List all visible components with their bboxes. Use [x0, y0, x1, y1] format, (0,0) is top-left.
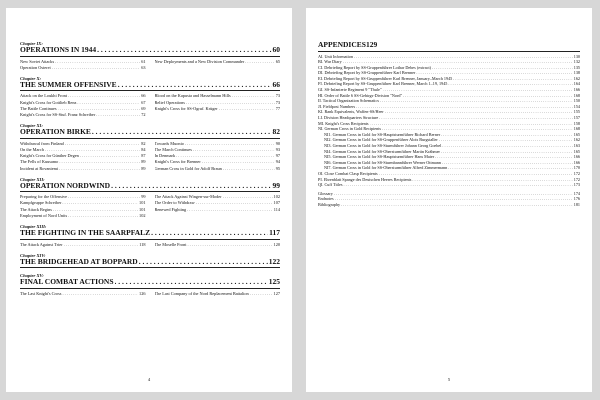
- appendix-title: Endnotes: [318, 196, 334, 202]
- appendix-page: 166: [573, 154, 580, 160]
- appendix-title: PI. Ehrenblatt Spange des Deutschen Heeres Recipients: [318, 176, 412, 182]
- page-number-left: 4: [147, 377, 151, 382]
- appendix-title: II. Tactical Organization Schematics: [318, 98, 379, 104]
- entry-page: 82: [141, 140, 146, 146]
- appendix-page: 170: [573, 165, 580, 171]
- appendix-title: QI. Cuff Titles: [318, 182, 343, 188]
- page-number-right: 5: [447, 377, 451, 382]
- entry-page: 66: [141, 93, 146, 99]
- entry-title: The Attack Begins: [20, 206, 52, 212]
- appendix-title: NI2. German Cross in Gold for SS-Gruppenführer Alois Burgstaller: [324, 137, 438, 143]
- leader-dots: [139, 258, 268, 267]
- chapter-title-text: OPERATION NORDWIND: [20, 180, 111, 190]
- appendix-title: FI. Debriefing Report by SS-Gruppenführer Karl Brenner, March 1–19, 1945: [318, 81, 448, 87]
- toc-entry[interactable]: [20, 242, 146, 248]
- leader-dots: [96, 112, 140, 118]
- entry-title: The Moselle Front: [154, 241, 187, 247]
- appendix-page: 158: [573, 120, 580, 126]
- appendix-page: 163: [573, 143, 580, 148]
- leader-dots: [64, 242, 139, 248]
- entry-page: 127: [273, 290, 280, 296]
- chapter-rule: [20, 239, 280, 240]
- appendix-title: CI. Debriefing Report by SS-Gruppenführer Lothar Debes (extract): [318, 64, 432, 70]
- leader-dots: [68, 213, 138, 219]
- entry-page: 94: [275, 159, 280, 165]
- appendix-title: BI. War Diary: [318, 59, 342, 65]
- entry-title: Relief Operations: [154, 99, 185, 105]
- appendix-title: NI3. German Cross in Gold for SS-Sturmführer Johann Georg Goebel: [324, 143, 442, 148]
- toc-entry[interactable]: [20, 112, 146, 118]
- section-entries: [20, 93, 280, 118]
- appendix-page: 173: [573, 182, 580, 188]
- chapter-block: [20, 224, 280, 248]
- entry-page: 102: [139, 212, 146, 218]
- entry-page: 69: [141, 105, 146, 111]
- entry-page: 73: [275, 93, 280, 99]
- appendix-title: DI. Debriefing Report by SS-Gruppenführer Karl Brenner: [318, 70, 416, 76]
- appendix-page: 154: [573, 103, 580, 109]
- leader-dots: [219, 106, 275, 112]
- appendix-title: NI4. German Cross in Gold for SS-Obersturmführer Martin Krähmer: [324, 148, 440, 154]
- appendix-entry[interactable]: [318, 182, 580, 188]
- appendix-page: 157: [573, 115, 580, 121]
- appendix-list: [318, 54, 580, 208]
- heading-rule: [318, 51, 580, 52]
- chapter-label: Chapter XIV:: [20, 252, 46, 258]
- appendix-page: 174: [573, 190, 580, 196]
- appendix-title: HI. Order of Battle 6 SS-Gebirgs-Division "Nord": [318, 92, 403, 98]
- appendix-page: 168: [573, 126, 580, 132]
- entry-page: 99: [141, 194, 146, 200]
- chapter-block: [20, 177, 280, 219]
- chapter-label: Chapter XV:: [20, 273, 44, 279]
- leader-dots: [111, 182, 271, 191]
- chapter-rule: [20, 267, 280, 268]
- entry-title: Knight's Cross for SS-Stuf. Franz Schreiber: [20, 112, 96, 118]
- appendix-title: AI. Unit Information: [318, 53, 354, 59]
- appendix-page: 130: [573, 53, 580, 59]
- chapter-title[interactable]: [20, 258, 280, 267]
- entry-title: Employment of Nord Units: [20, 212, 68, 218]
- chapter-page: 117: [269, 228, 280, 238]
- chapter-label: Chapter X:: [20, 75, 42, 81]
- leader-dots: [341, 202, 573, 208]
- section-entries: [20, 291, 280, 297]
- appendix-title: NI7. German Cross in Gold for SS-Obersturmführer Alfred Zimmermann: [324, 165, 448, 171]
- entry-title: Operation Osterei: [20, 64, 51, 70]
- appendix-page: 168: [573, 92, 580, 98]
- toc-entry[interactable]: [155, 106, 281, 112]
- chapter-label: Chapter XI:: [20, 123, 43, 129]
- chapter-page: 122: [268, 256, 280, 266]
- appendix-page: 162: [573, 75, 580, 81]
- entry-page: 89: [141, 165, 146, 171]
- toc-entry[interactable]: [20, 166, 146, 172]
- leader-dots: [97, 46, 271, 55]
- appendix-page: 165: [573, 131, 580, 137]
- appendix-page: 181: [573, 201, 580, 207]
- left-toc-content: [20, 41, 280, 302]
- entry-title: On the March: [20, 146, 44, 152]
- chapter-label: Chapter XIII:: [20, 224, 47, 230]
- appendix-page: 172: [573, 170, 580, 176]
- entry-page: 95: [275, 165, 280, 171]
- appendix-page: 155: [573, 109, 580, 115]
- appendix-title: GI. SS-Infanterie Regiment 9 "Thule": [318, 87, 382, 93]
- chapter-title-text: OPERATION BIRKE: [20, 127, 91, 137]
- entry-title: German Cross in Gold for Adolf Braun: [154, 165, 222, 171]
- appendix-page: 150: [573, 98, 580, 104]
- appendix-page: 172: [573, 176, 580, 182]
- leader-dots: [59, 166, 140, 172]
- chapter-title-text: THE BRIDGEHEAD AT BOPPARD: [20, 256, 138, 266]
- entry-title: New Soviet Attacks: [20, 58, 55, 64]
- entry-title: The Fells of Kuusamo: [20, 159, 59, 165]
- leader-dots: [223, 166, 275, 172]
- section-entries: [20, 59, 280, 71]
- entry-page: 89: [141, 159, 146, 165]
- chapter-title[interactable]: [20, 278, 280, 287]
- entry-page: 101: [139, 200, 146, 206]
- chapter-rule: [20, 56, 280, 57]
- entry-title: Knight's Cross for Gottlieb Renz: [20, 99, 77, 105]
- entry-title: New Deployments and a New Division Commander: [154, 58, 245, 64]
- leader-dots: [187, 207, 273, 213]
- chapter-block: [20, 273, 280, 297]
- appendix-title: EI. Debriefing Report by SS-Gruppenführer Karl Brenner, January–March 1945: [318, 75, 453, 81]
- entry-title: Preparing for the Offensive: [20, 194, 68, 200]
- entry-title: Incident at Rovaniemi: [20, 165, 59, 171]
- chapter-title-text: THE SUMMER OFFENSIVE: [20, 79, 117, 89]
- chapter-title[interactable]: [20, 81, 280, 90]
- entry-title: Knight's Cross for Günther Degen: [20, 153, 79, 159]
- leader-dots: [118, 81, 272, 90]
- entry-page: 120: [273, 241, 280, 247]
- chapter-block: [20, 41, 280, 71]
- chapter-page: 99: [272, 180, 280, 190]
- appendix-page: 162: [573, 137, 580, 143]
- chapter-page: 125: [268, 277, 280, 287]
- appendix-title: OI. Close Combat Clasp Recipients: [318, 170, 378, 176]
- entry-title: The Attack Against Trier: [20, 241, 63, 247]
- entry-page: 61: [141, 58, 146, 64]
- appendix-page: 164: [573, 81, 580, 87]
- chapter-title[interactable]: [20, 128, 280, 137]
- appendix-page: 176: [573, 196, 580, 202]
- entry-page: 65: [275, 58, 280, 64]
- entry-page: 101: [139, 206, 146, 212]
- toc-entry[interactable]: [20, 213, 146, 219]
- appendix-title: NI5. German Cross in Gold for SS-Hauptsturmführer Hans Maier: [324, 154, 435, 160]
- entry-title: Withdrawal from Finland: [20, 140, 64, 146]
- entry-page: 72: [141, 112, 146, 118]
- entry-page: 87: [141, 153, 146, 159]
- entry-page: 67: [141, 99, 146, 105]
- entry-title: The Attack Against Wingen-sur-Moder: [154, 194, 222, 200]
- chapter-title[interactable]: [20, 46, 280, 55]
- entry-title: Knight's Cross for SS-Ogruf. Krüger: [154, 105, 218, 111]
- chapter-title[interactable]: [20, 229, 280, 238]
- toc-entry[interactable]: [155, 166, 281, 172]
- entry-title: Blood on the Kapusta and Hasselmann Hills: [154, 93, 231, 99]
- leader-dots: [52, 65, 141, 71]
- toc-entry[interactable]: [155, 59, 281, 65]
- leader-dots: [92, 128, 272, 137]
- leader-dots: [250, 291, 273, 297]
- entry-page: 84: [141, 146, 146, 152]
- appendix-page: 138: [573, 70, 580, 76]
- toc-entry[interactable]: [20, 291, 146, 297]
- appendix-title: NI6. German Cross in Gold for SS-Sturmbannführer Werner Ottmann: [324, 159, 441, 165]
- entry-page: 73: [275, 99, 280, 105]
- leader-dots: [343, 182, 572, 188]
- entry-title: The Order to Withdraw: [154, 200, 195, 206]
- toc-entry[interactable]: [20, 65, 146, 71]
- entry-title: Kampfgruppe Schreiber: [20, 200, 62, 206]
- leader-dots: [187, 242, 272, 248]
- section-entries: [20, 242, 280, 248]
- entry-page: 97: [275, 153, 280, 159]
- entry-title: The March Continues: [154, 146, 192, 152]
- appendix-title: Glossary: [318, 190, 333, 196]
- chapter-block: [20, 76, 280, 118]
- chapter-rule: [20, 138, 280, 139]
- appendix-page: 166: [573, 159, 580, 165]
- entry-title: Renewed Fighting: [154, 206, 187, 212]
- chapter-block: [20, 253, 280, 269]
- chapter-page: 60: [272, 45, 280, 54]
- appendix-page: 132: [573, 59, 580, 65]
- chapter-title-text: FINAL COMBAT ACTIONS: [20, 277, 114, 287]
- toc-entry[interactable]: [155, 291, 281, 297]
- entry-title: Towards Muonio: [154, 140, 184, 146]
- appendix-entry[interactable]: [318, 202, 580, 208]
- left-page: [6, 8, 292, 392]
- chapter-title[interactable]: [20, 182, 280, 191]
- entry-page: 118: [139, 241, 146, 247]
- appendices-title: APPENDICES: [318, 40, 366, 49]
- chapter-label: Chapter IX:: [20, 41, 43, 46]
- appendix-title: JI. Fieldpost Numbers: [318, 103, 356, 109]
- appendices-content: [318, 41, 580, 208]
- entry-title: Attack on the Loukhi Front: [20, 93, 68, 99]
- appendices-heading[interactable]: [318, 41, 580, 50]
- leader-dots: [115, 278, 268, 287]
- entry-page: 107: [273, 200, 280, 206]
- entry-page: 77: [275, 105, 280, 111]
- appendix-title: KI. Rank Equivalents, Waffen-SS/Heer: [318, 109, 384, 115]
- chapter-block: [20, 123, 280, 172]
- entry-title: The Battle Continues: [20, 105, 57, 111]
- appendices-page: 129: [365, 40, 378, 49]
- entry-title: The Last Company of the Nord Replacement Battalion: [154, 290, 249, 296]
- entry-page: 93: [275, 146, 280, 152]
- right-page: [306, 8, 592, 392]
- toc-entry[interactable]: [155, 207, 281, 213]
- leader-dots: [62, 291, 138, 297]
- chapter-rule: [20, 191, 280, 192]
- section-entries: [20, 194, 280, 219]
- leader-dots: [245, 59, 274, 65]
- chapter-title-text: OPERATIONS IN 1944: [20, 45, 97, 54]
- entry-page: 126: [139, 290, 146, 296]
- chapter-title-text: THE FIGHTING IN THE SAARPFALZ: [20, 228, 151, 238]
- chapter-label: Chapter XII:: [20, 176, 45, 182]
- appendix-page: 166: [573, 87, 580, 93]
- entry-page: 63: [141, 64, 146, 70]
- entry-title: Knight's Cross for Brenner: [154, 159, 201, 165]
- section-entries: [20, 141, 280, 172]
- appendix-title: LI. Division Headquarters Structure: [318, 115, 379, 121]
- appendix-title: NI. German Cross in Gold Recipients: [318, 126, 382, 132]
- appendix-title: MI. Knight's Cross Recipients: [318, 120, 369, 126]
- entry-page: 102: [273, 194, 280, 200]
- chapter-rule: [20, 90, 280, 91]
- appendix-page: 165: [573, 148, 580, 154]
- leader-dots: [151, 229, 268, 238]
- entry-title: In Denmark: [154, 153, 176, 159]
- appendix-page: 135: [573, 64, 580, 70]
- toc-entry[interactable]: [155, 242, 281, 248]
- chapter-rule: [20, 288, 280, 289]
- chapter-page: 66: [272, 79, 280, 89]
- entry-page: 90: [275, 140, 280, 146]
- appendix-title: NI1. German Cross in Gold for SS-Hauptsturmführer Richard Berner: [324, 131, 441, 137]
- appendix-title: Bibliography: [318, 201, 341, 207]
- entry-title: The Last Knight's Cross: [20, 290, 62, 296]
- entry-page: 114: [273, 206, 280, 212]
- chapter-page: 82: [272, 127, 280, 137]
